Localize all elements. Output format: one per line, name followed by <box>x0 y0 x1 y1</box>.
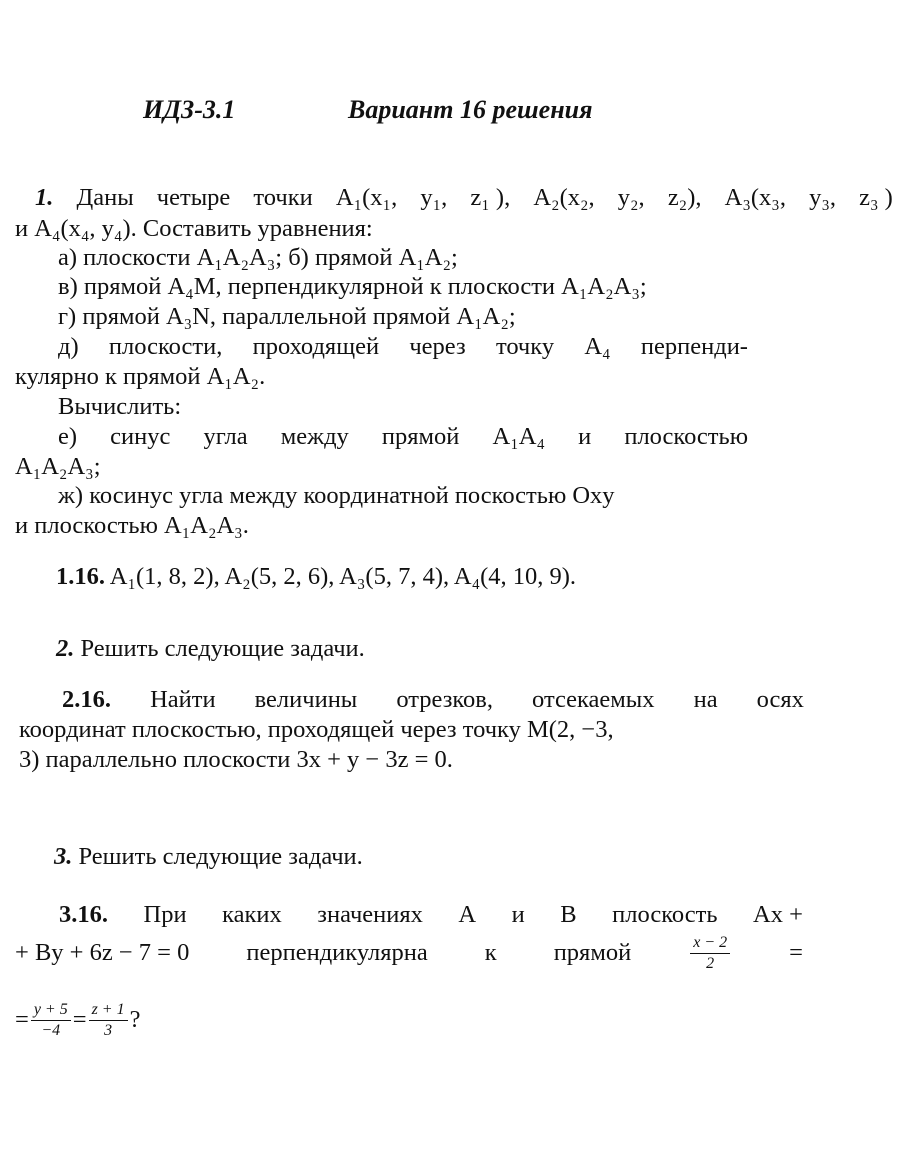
task1-data-line <box>56 565 576 590</box>
task3-line-2: + By + 6z − 7 = 0 перпендикулярна к прямой $\frac{x - 2}{2}$ = <box>15 934 803 972</box>
variant-title: Вариант 16 решения <box>348 95 593 124</box>
task2-line-3: 3) параллельно плоскости 3x + y − 3z = 0. <box>19 746 453 773</box>
task1-item-g: г) прямой A₃N, параллельной прямой A₁A₂; <box>58 303 516 330</box>
task1-item-d-line2: кулярно к прямой A₁A₂. <box>15 363 266 390</box>
task1-calc-label: Вычислить: <box>58 393 182 420</box>
task3-heading <box>54 845 363 870</box>
task3-fraction-x: $\frac{x - 2}{2}$ <box>690 935 730 972</box>
task3-fraction-y: $\frac{y + 5}{-4}$ <box>31 1002 71 1039</box>
task2-heading-text: Решить следующие задачи. <box>80 635 365 662</box>
task3-heading-text: Решить следующие задачи. <box>78 843 363 870</box>
task2-heading <box>56 637 365 662</box>
task1-points: A₁(1, 8, 2), A₂(5, 2, 6), A₃(5, 7, 4), A₄(4, 10, 9). <box>109 563 577 590</box>
task3-fraction-z: $\frac{z + 1}{3}$ <box>89 1002 128 1039</box>
task1-item-e-line1: е) синус угла между прямой A₁A₄ и плоскостью <box>58 423 748 450</box>
task2-number: 2. <box>56 635 75 662</box>
task1-item-a: а) плоскости A₁A₂A₃; б) прямой A₁A₂; <box>58 244 458 271</box>
task2-variant-number: 2.16. <box>62 686 111 713</box>
task2-line-2: координат плоскостью, проходящей через точку M(2, −3, <box>19 716 614 743</box>
task3-number: 3. <box>54 843 73 870</box>
task1-item-zh-line1: ж) косинус угла между координатной поскостью Oxy <box>58 482 615 509</box>
task1-item-e-line2: A₁A₂A₃; <box>15 453 101 480</box>
task2-line-1: 2.16. Найти величины отрезков, отсекаемых на осях <box>62 686 804 713</box>
task1-line-2: и A₄(x₄, y₄). Составить уравнения: <box>15 215 373 242</box>
task1-variant-number: 1.16. <box>56 563 105 590</box>
assignment-code: ИДЗ-3.1 <box>143 95 236 124</box>
task1-number: 1. <box>35 184 54 211</box>
task1-item-d-line1: д) плоскости, проходящей через точку A₄ перпенди- <box>58 333 748 360</box>
task1-item-v: в) прямой A₄M, перпендикулярной к плоскости A₁A₂A₃; <box>58 273 647 300</box>
task3-line-3: = $\frac{y + 5}{-4}$ = $\frac{z + 1}{3}$ ? <box>15 1001 141 1039</box>
task3-line-1: 3.16. При каких значениях A и B плоскость Ax + <box>59 901 803 928</box>
task1-intro-line: 1. Даны четыре точки A₁(x₁, y₁, z₁ ), A₂(x₂, y₂, z₂), A₃(x₃, y₃, z₃ ) <box>35 184 893 211</box>
task3-variant-number: 3.16. <box>59 901 108 928</box>
task1-item-zh-line2: и плоскостью A₁A₂A₃. <box>15 512 249 539</box>
